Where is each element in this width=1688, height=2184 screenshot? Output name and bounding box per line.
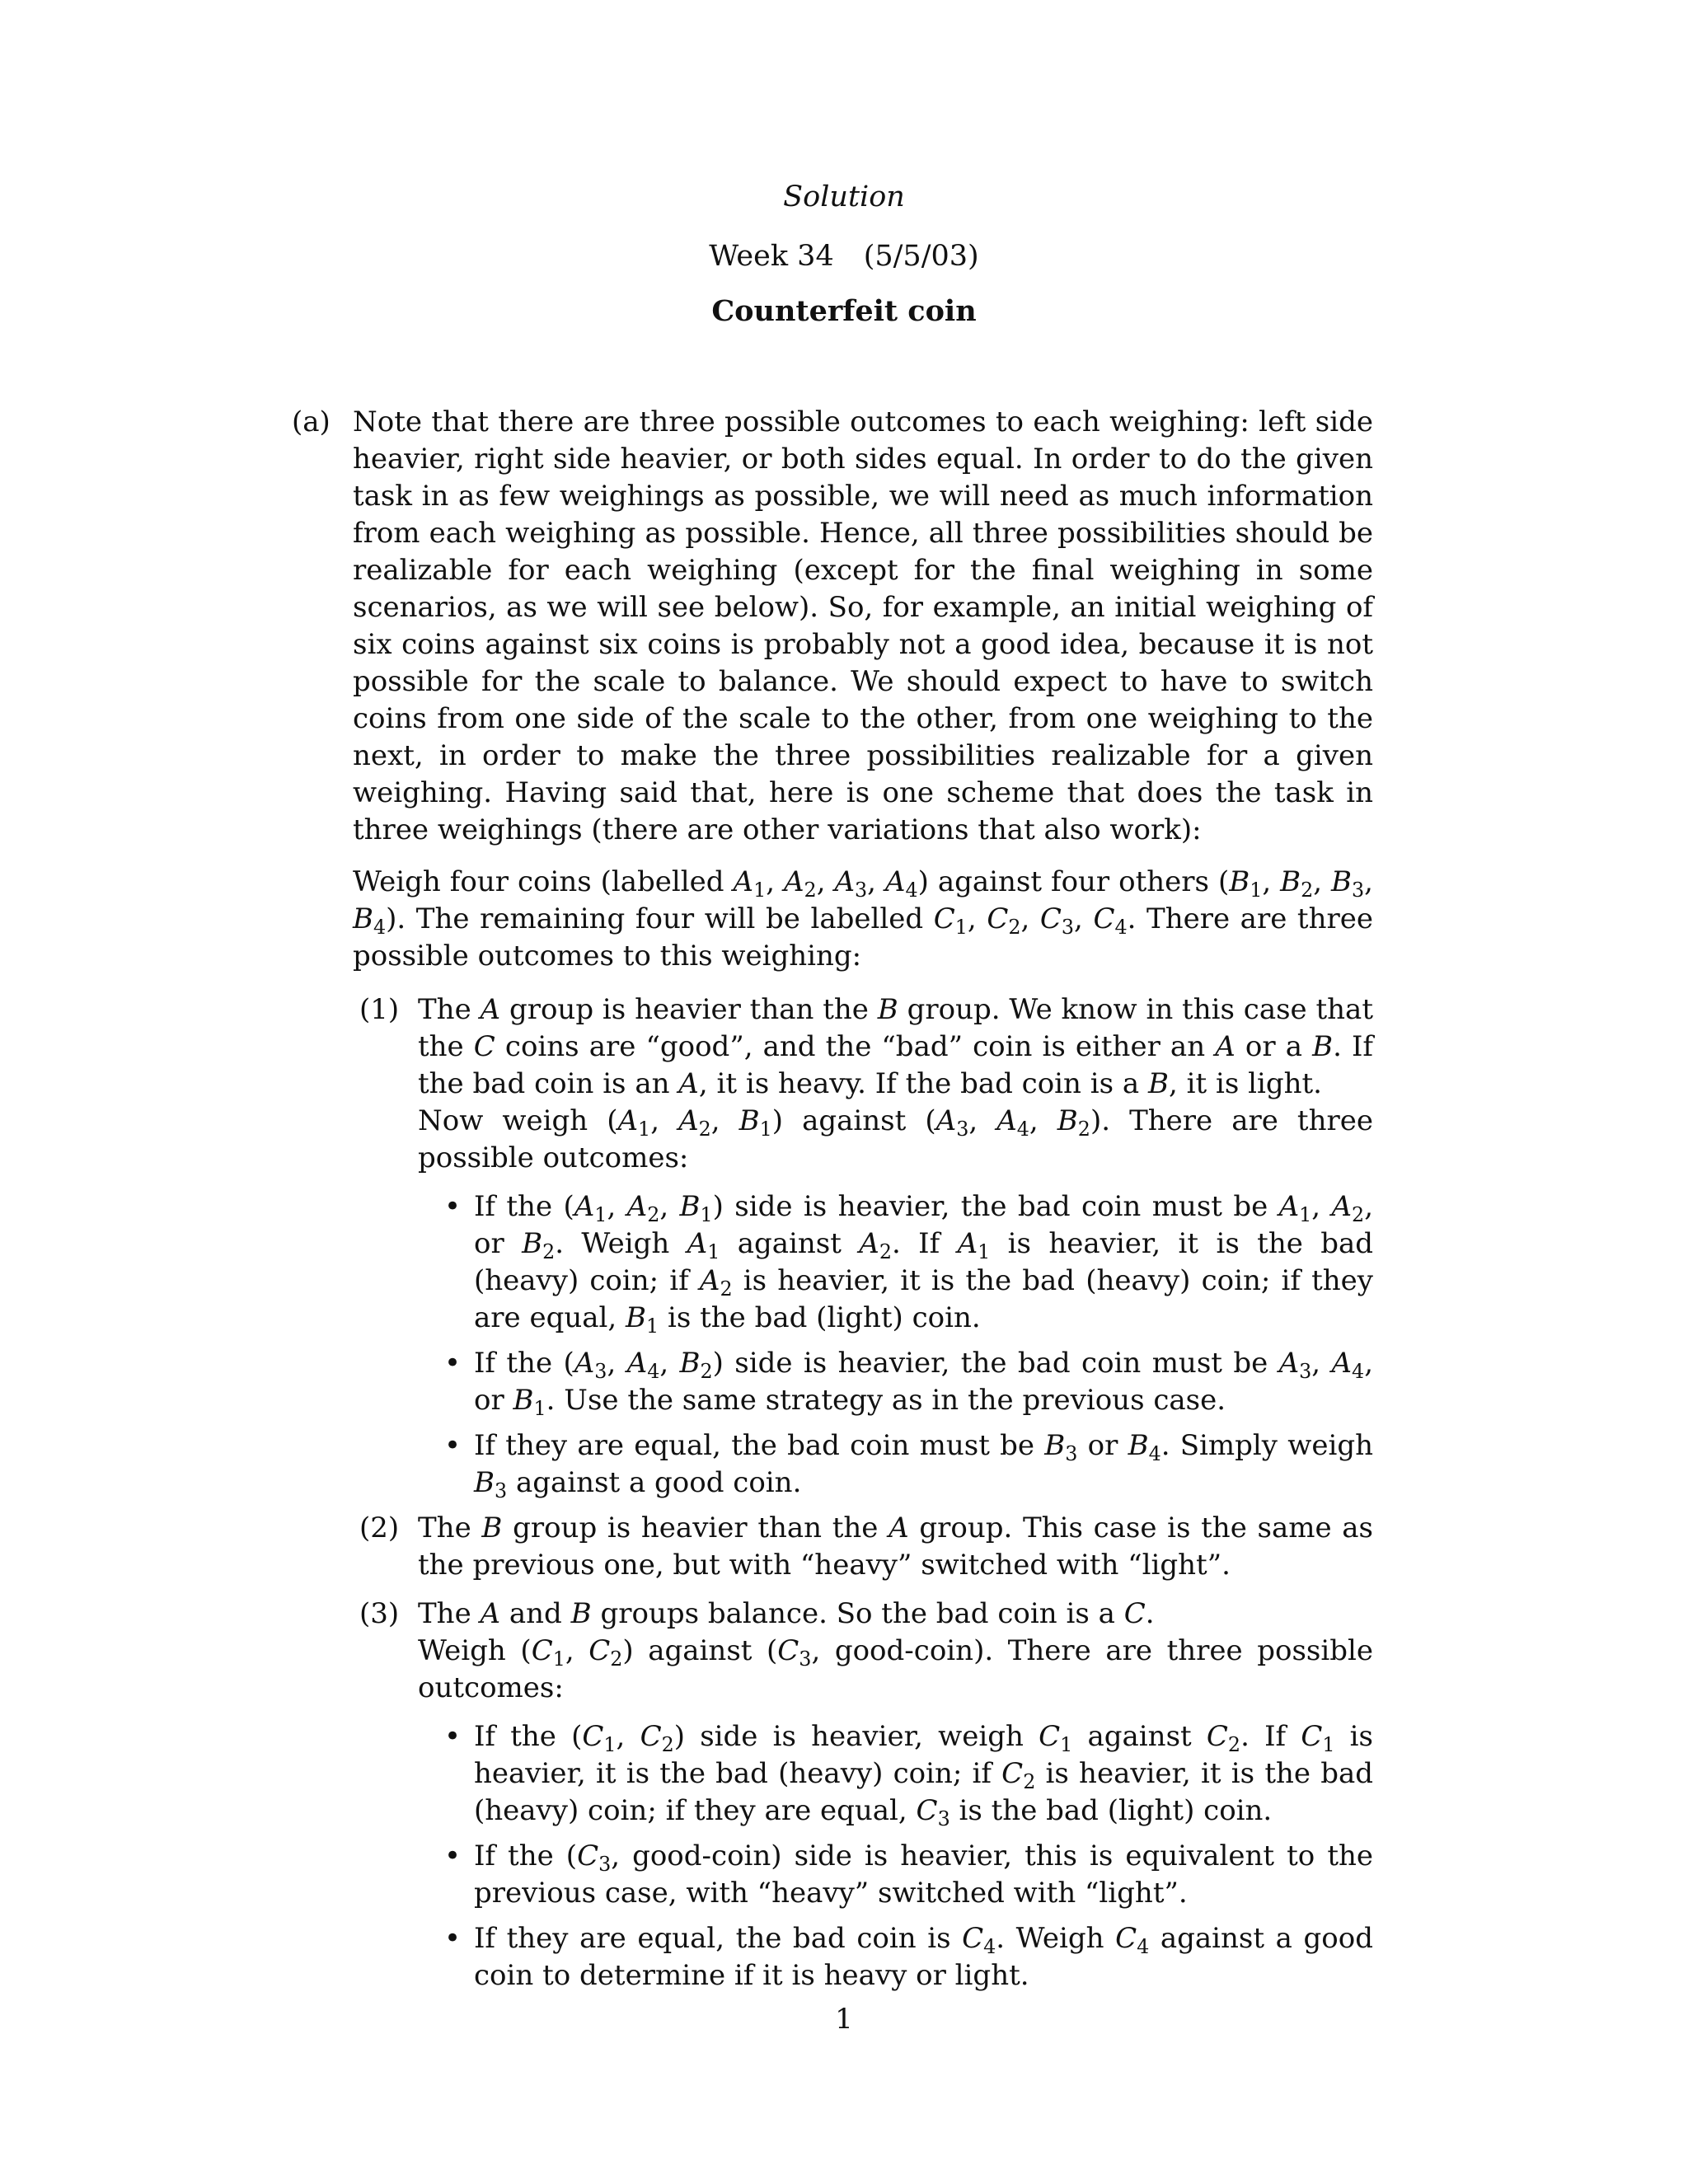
bullet-icon: • [444,1429,462,1462]
case-2-text: The B group is heavier than the A group. This case is the same as the previous one, but with “heavy” switched with “light”. [418,1511,1373,1582]
case-3 [353,1596,1373,1994]
list-item: • If the ($C_1$, $C_2$) side is heavier, weigh $C_1$ against $C_2$. If $C_1$ is heavier, it is the bad (heavy) coin; if $C_2$ is heavier, it is the bad (heavy) coin; if they are equal, $C_3$ is the bad (light) coin. [444,1720,1373,1831]
bullet-icon: • [444,1720,462,1753]
solution-body [293,404,1373,2003]
date-label: (5/5/03) [863,240,979,273]
part-a-label: (a) [292,405,331,438]
bullet-icon: • [444,1347,462,1380]
bullet-icon: • [444,1840,462,1872]
list-item: • If the ($A_3$, $A_4$, $B_2$) side is heavier, the bad coin must be $A_3$, $A_4$, or $B_1$. Use the same strategy as in the previous case. [444,1347,1373,1421]
list-item: • If the ($A_1$, $A_2$, $B_1$) side is heavier, the bad coin must be $A_1$, $A_2$, or $B_2$. Weigh $A_1$ against $A_2$. If $A_1$ is heavier, it is the bad (heavy) coin; if $A_2$ is heavier, it is the bad (heavy) coin; if they are equal, $B_1$ is the bad (light) coin. [444,1190,1374,1338]
case-1-next-weighing: Now weigh ($A_1$, $A_2$, $B_1$) against ($A_3$, $A_4$, $B_2$). There are three possible outcomes: [418,1104,1373,1174]
bullet-icon: • [444,1190,462,1223]
case-2-label: (2) [359,1511,400,1544]
case-3-outcomes [418,1718,1373,1994]
part-a-paragraph-1: Note that there are three possible outcomes to each weighing: left side heavier, right side heavier, or both sides equal. In order to do the given task in as few weighings as possible, we will need as much information from each weighing as possible. Hence, all three possibilities should be realizable for each weighing (except for the final weighing in some scenarios, as we will see below). So, for example, an initial weighing of six coins against six coins is probably not a good idea, because it is not possible for the scale to balance. We should expect to have to switch coins from one side of the scale to the other, from one weighing to the next, in order to make the three possibilities realizable for a given weighing. Having said that, here is one scheme that does the task in three weighings (there are other variations that also work): [353,405,1373,846]
case-3-label: (3) [359,1597,400,1630]
part-a-paragraph-2: Weigh four coins (labelled $A_1$, $A_2$, $A_3$, $A_4$) against four others ($B_1$, $B_2$, $B_3$, $B_4$). The remaining four will be labelled $C_1$, $C_2$, $C_3$, $C_4$. There are three possible outcomes to this weighing: [353,865,1373,972]
case-1-label: (1) [359,993,400,1026]
list-item: • If they are equal, the bad coin is $C_4$. Weigh $C_4$ against a good coin to determine if it is heavy or light. [444,1922,1373,1992]
part-a [293,404,1373,1994]
case-3-next-weighing: Weigh ($C_1$, $C_2$) against ($C_3$, good-coin). There are three possible outcomes: [418,1634,1374,1704]
header-solution: Solution [783,180,905,213]
case-3-text: The A and B groups balance. So the bad coin is a C. [418,1597,1155,1630]
case-1-text: The A group is heavier than the B group. We know in this case that the C coins are “good”, and the “bad” coin is either an A or a B. If the bad coin is an A, it is heavy. If the bad coin is a B, it is light. [418,993,1373,1100]
header-week-date [0,242,1688,271]
week-label: Week 34 [709,240,834,273]
list-item: • If they are equal, the bad coin must be $B_3$ or $B_4$. Simply weigh $B_3$ against a good coin. [444,1429,1373,1503]
case-2 [353,1510,1373,1584]
case-1-outcomes [418,1188,1373,1502]
bullet-icon: • [444,1922,462,1955]
list-item: • If the ($C_3$, good-coin) side is heavier, this is equivalent to the previous case, with “heavy” switched with “light”. [444,1840,1373,1910]
case-1 [353,991,1373,1502]
page-number: 1 [835,2003,853,2036]
problem-title: Counterfeit coin [711,294,977,328]
